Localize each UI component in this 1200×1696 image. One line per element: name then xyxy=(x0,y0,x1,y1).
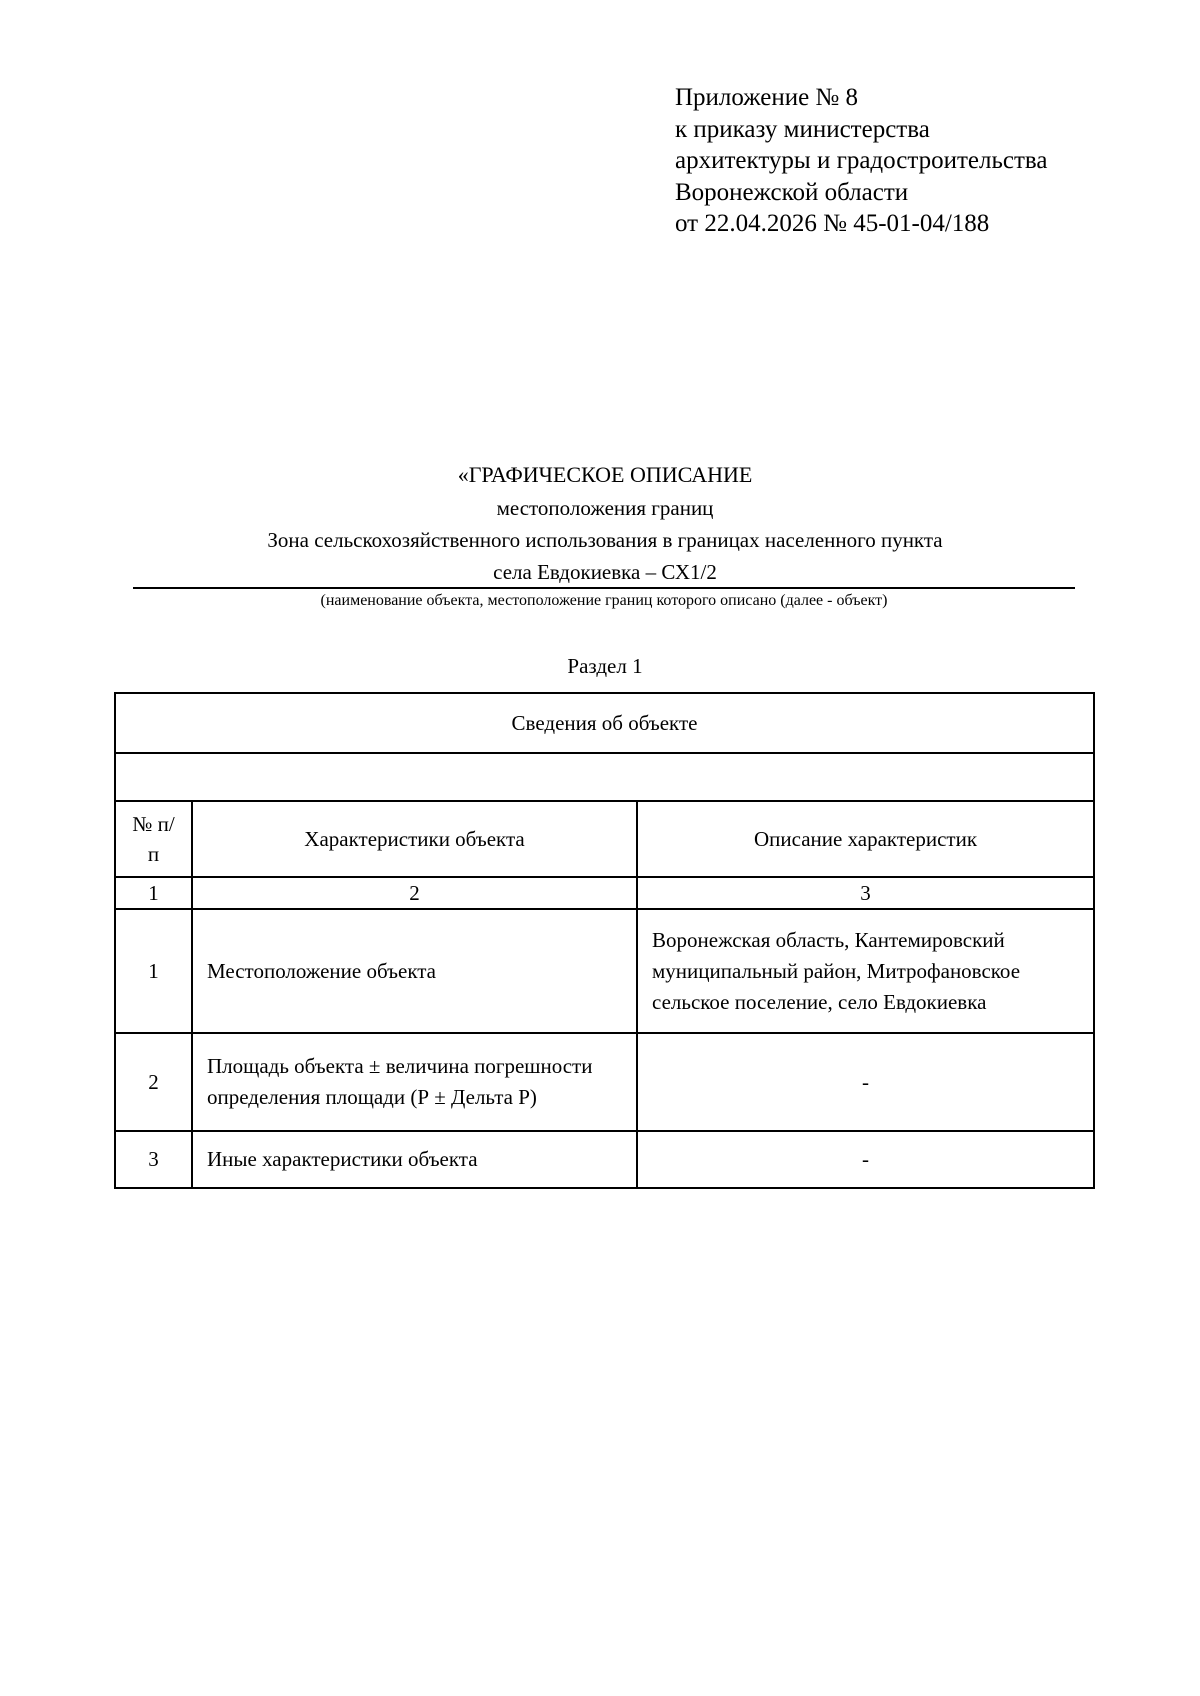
column-header-num: № п/п xyxy=(115,801,192,877)
title-block xyxy=(135,458,1075,588)
column-header-description: Описание характеристик xyxy=(637,801,1094,877)
table-row xyxy=(115,909,1094,1033)
object-caption: (наименование объекта, местоположение границ которого описано (далее - объект) xyxy=(320,592,888,609)
row-description: - xyxy=(637,1033,1094,1131)
object-name-line-1: Зона сельскохозяйственного использования в границах населенного пункта xyxy=(267,528,943,552)
section-label: Раздел 1 xyxy=(567,654,643,678)
column-index-2: 2 xyxy=(192,877,637,909)
column-index-1: 1 xyxy=(115,877,192,909)
object-info-table xyxy=(114,692,1095,1189)
annex-line-1: Приложение № 8 xyxy=(675,84,859,111)
table-empty-row xyxy=(115,753,1094,801)
table-row xyxy=(115,1033,1094,1131)
title-underline xyxy=(133,587,1075,589)
table-empty-cell xyxy=(115,753,1094,801)
document-subtitle: местоположения границ xyxy=(496,496,714,520)
table-column-header-row xyxy=(115,801,1094,877)
row-characteristic: Площадь объекта ± величина погрешности определения площади (Р ± Дельта Р) xyxy=(192,1033,637,1131)
annex-line-4: Воронежской области xyxy=(675,178,909,206)
row-num: 3 xyxy=(115,1131,192,1188)
document-title: «ГРАФИЧЕСКОЕ ОПИСАНИЕ xyxy=(457,462,753,487)
annex-block xyxy=(675,82,1047,240)
object-name-line-2: села Евдокиевка – СХ1/2 xyxy=(493,560,717,584)
column-index-3: 3 xyxy=(637,877,1094,909)
row-num: 1 xyxy=(115,909,192,1033)
annex-line-3: архитектуры и градостроительства xyxy=(675,147,1048,174)
row-num: 2 xyxy=(115,1033,192,1131)
row-description: Воронежская область, Кантемировский муниципальный район, Митрофановское сельское поселение, село Евдокиевка xyxy=(637,909,1094,1033)
row-characteristic: Местоположение объекта xyxy=(192,909,637,1033)
row-description: - xyxy=(637,1131,1094,1188)
row-characteristic: Иные характеристики объекта xyxy=(192,1131,637,1188)
annex-line-5: от 22.04.2026 № 45-01-04/188 xyxy=(675,210,990,237)
column-header-characteristic: Характеристики объекта xyxy=(192,801,637,877)
table-header-cell: Сведения об объекте xyxy=(115,693,1094,753)
table-column-index-row xyxy=(115,877,1094,909)
annex-line-2: к приказу министерства xyxy=(675,115,930,143)
table-row xyxy=(115,1131,1094,1188)
table-header-row xyxy=(115,693,1094,753)
